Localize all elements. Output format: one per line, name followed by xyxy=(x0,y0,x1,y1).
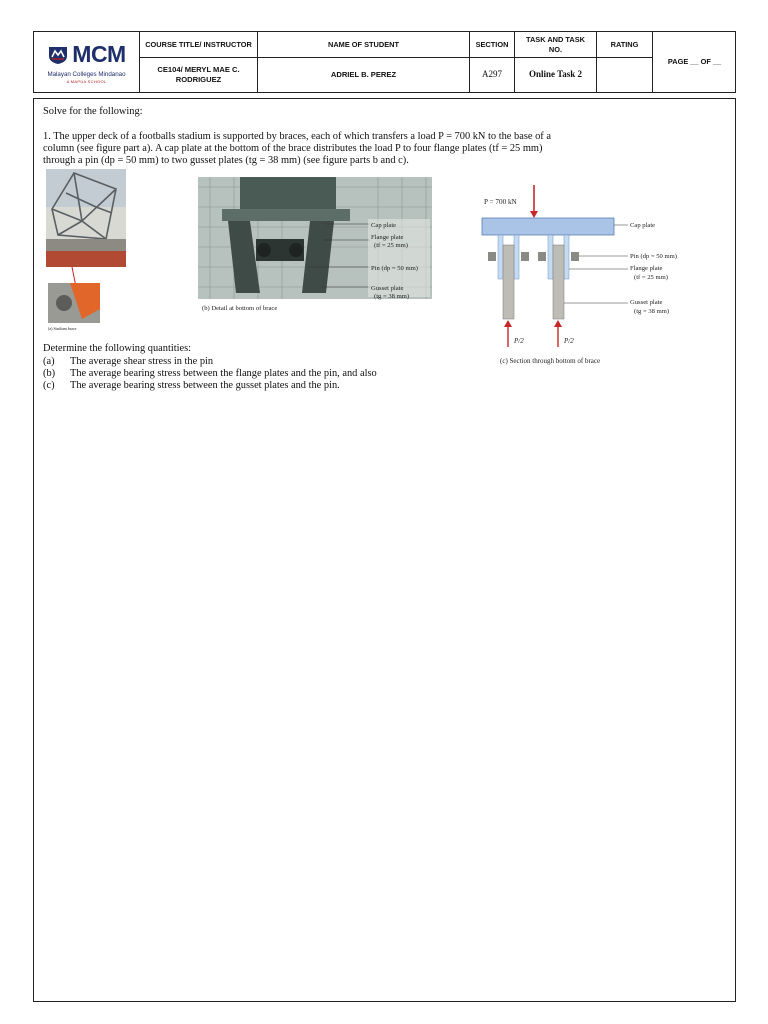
fig-c-label-pin: Pin (dp = 50 mm) xyxy=(630,253,677,260)
task-label: TASK AND TASK NO. xyxy=(515,32,597,57)
problem-line-1: 1. The upper deck of a footballs stadium is supported by braces, each of which transfers a load P = 700 kN to the base of a xyxy=(43,131,551,142)
fig-b-label-flange-thickness: (tf = 25 mm) xyxy=(374,242,408,249)
worksheet-body xyxy=(33,98,736,1002)
load-arrow-icon xyxy=(530,211,538,218)
course-title-label: COURSE TITLE/ INSTRUCTOR xyxy=(140,32,258,57)
fig-b-label-pin: Pin (dp = 50 mm) xyxy=(371,265,418,272)
determine-text: Determine the following quantities: xyxy=(43,343,192,354)
fig-c-reaction-left: P/2 xyxy=(514,337,524,345)
question-b xyxy=(43,368,377,380)
fig-c-label-gusset-thickness: (tg = 38 mm) xyxy=(634,308,670,315)
rating-label: RATING xyxy=(597,32,653,57)
figure-c-section xyxy=(478,183,677,369)
question-text: The average shear stress in the pin xyxy=(70,356,214,367)
fig-b-label-gusset-thickness: (tg = 38 mm) xyxy=(374,293,410,300)
section-label: SECTION xyxy=(470,32,515,57)
question-label: (c) xyxy=(43,380,55,391)
fig-c-label-cap-plate: Cap plate xyxy=(630,222,656,229)
problem-line-3: through a pin (dp = 50 mm) to two gusset plates (tg = 38 mm) (see figure parts b and c). xyxy=(43,155,409,166)
fig-b-label-gusset-plate: Gusset plate xyxy=(371,285,404,292)
rating-value[interactable] xyxy=(597,58,653,92)
question-text: The average bearing stress between the flange plates and the pin, and also xyxy=(70,368,377,379)
question-text: The average bearing stress between the gusset plates and the pin. xyxy=(70,380,340,391)
header-table xyxy=(33,31,736,93)
fig-c-reaction-right: P/2 xyxy=(564,337,574,345)
figure-a-stadium-brace xyxy=(46,169,130,333)
reaction-arrow-icon xyxy=(554,320,562,327)
question-label: (a) xyxy=(43,356,55,367)
student-name-value: ADRIEL B. PEREZ xyxy=(258,58,470,92)
task-value: Online Task 2 xyxy=(515,58,597,92)
logo-tagline: A MAPÚA SCHOOL xyxy=(66,78,107,84)
fig-b-label-flange-plate: Flange plate xyxy=(371,234,404,241)
fig-c-load-label: P = 700 kN xyxy=(484,198,517,206)
fig-c-label-flange-thickness: (tf = 25 mm) xyxy=(634,274,668,281)
problem-line-2: column (see figure part a). A cap plate at the bottom of the brace distributes the load P to four flange plates (tf = 25 mm) xyxy=(43,143,543,154)
section-value: A297 xyxy=(470,58,515,92)
course-title-value: CE104/ MERYL MAE C. RODRIGUEZ xyxy=(140,58,258,92)
figure-a-caption: (a) Stadium brace xyxy=(48,326,77,331)
fig-b-label-cap-plate: Cap plate xyxy=(371,222,397,229)
logo-wordmark: MCM xyxy=(72,40,126,67)
intro-text: Solve for the following: xyxy=(43,106,143,117)
fig-c-label-flange-plate: Flange plate xyxy=(630,265,663,272)
school-logo xyxy=(34,32,140,92)
question-list xyxy=(43,356,377,392)
reaction-arrow-icon xyxy=(504,320,512,327)
student-name-label: NAME OF STUDENT xyxy=(258,32,470,57)
figure-c-caption: (c) Section through bottom of brace xyxy=(500,357,601,365)
logo-subtitle: Malayan Colleges Mindanao xyxy=(47,70,126,78)
page-counter: PAGE __ OF __ xyxy=(667,57,722,67)
question-a xyxy=(43,356,377,368)
figure-b-caption: (b) Detail at bottom of brace xyxy=(202,305,278,312)
question-label: (b) xyxy=(43,368,56,379)
fig-c-label-gusset-plate: Gusset plate xyxy=(630,299,663,306)
figure-b-brace-detail xyxy=(198,177,432,317)
question-c xyxy=(43,380,377,392)
shield-icon xyxy=(47,45,69,65)
